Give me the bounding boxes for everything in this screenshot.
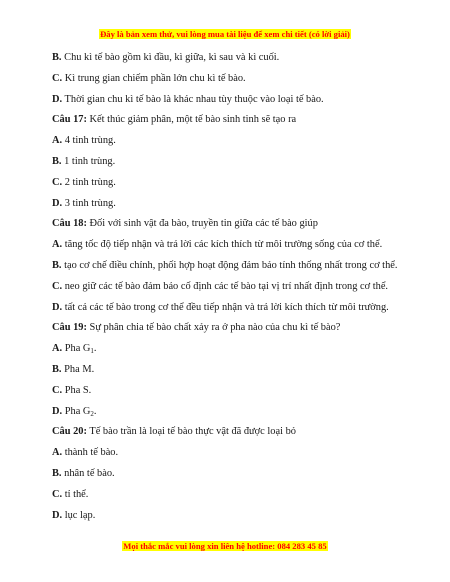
answer-option: [52, 488, 410, 509]
option-text: nhân tế bào.: [64, 467, 115, 479]
option-letter: B.: [52, 467, 62, 479]
option-letter: A.: [52, 135, 63, 147]
option-letter: C.: [52, 280, 63, 292]
option-text: tăng tốc độ tiếp nhận và trả lời các kích thích từ môi trường sống của cơ thể.: [64, 239, 383, 251]
option-letter: B.: [52, 52, 62, 63]
option-letter: D.: [52, 197, 63, 209]
option-text: Pha G: [64, 405, 91, 417]
answer-option: [52, 301, 410, 322]
option-letter: D.: [52, 509, 63, 521]
question-number: Câu 19:: [52, 322, 87, 334]
answer-option: [52, 467, 410, 488]
subscript: 2: [90, 409, 94, 418]
answer-option: [52, 155, 410, 176]
answer-option: [52, 363, 410, 384]
question-stem: [52, 425, 410, 446]
question-number: Câu 20:: [52, 426, 87, 438]
option-letter: C.: [52, 488, 63, 500]
question-number: Câu 17:: [52, 114, 87, 126]
option-text: Pha S.: [64, 384, 92, 396]
option-letter: A.: [52, 343, 63, 355]
option-letter: C.: [52, 384, 63, 396]
option-text: tất cả các tế bào trong cơ thể đều tiếp nhận và trả lời kích thích từ môi trường.: [64, 301, 389, 313]
question-text: Kết thúc giảm phân, một tế bào sinh tinh sẽ tạo ra: [89, 114, 297, 126]
answer-option: [52, 93, 410, 114]
answer-option: [52, 446, 410, 467]
question-stem: [52, 217, 410, 238]
option-letter: A.: [52, 447, 63, 459]
answer-option: [52, 72, 410, 93]
option-text: Kì trung gian chiếm phần lớn chu kì tế bào.: [64, 72, 246, 84]
preview-notice-banner: [0, 24, 450, 42]
option-text: Pha G: [64, 343, 91, 355]
option-text: thành tế bào.: [64, 447, 119, 459]
option-text: lục lạp.: [64, 509, 96, 521]
option-text: neo giữ các tế bào đảm bảo cố định các tế bào tại vị trí nhất định trong cơ thể.: [64, 280, 389, 292]
question-stem: [52, 113, 410, 134]
answer-option: [52, 342, 410, 363]
option-text: 4 tinh trùng.: [64, 135, 116, 147]
option-letter: A.: [52, 239, 63, 251]
answer-option: [52, 509, 410, 530]
option-text-end: .: [93, 343, 97, 355]
option-letter: B.: [52, 155, 62, 167]
option-text: tạo cơ chế điều chỉnh, phối hợp hoạt động đảm bảo tính thống nhất trong cơ thể.: [64, 259, 398, 271]
option-text-end: .: [93, 405, 97, 417]
hotline-footer-text: Mọi thắc mắc vui lòng xin liên hệ hotline: 084 283 45 85: [123, 541, 327, 551]
answer-option: [52, 134, 410, 155]
option-text: Thời gian chu kì tế bào là khác nhau tùy thuộc vào loại tế bào.: [64, 93, 324, 105]
answer-option: [52, 197, 410, 218]
option-text: Pha M.: [64, 363, 95, 375]
option-letter: D.: [52, 405, 63, 417]
preview-notice-text: Đây là bản xem thử, vui lòng mua tài liệu để xem chi tiết (có lời giải): [100, 29, 350, 39]
question-number: Câu 18:: [52, 218, 87, 230]
question-content: [52, 51, 410, 529]
question-text: Đối với sinh vật đa bào, truyền tin giữa các tế bào giúp: [89, 218, 318, 230]
option-text: 2 tinh trùng.: [64, 176, 116, 188]
option-letter: D.: [52, 93, 63, 105]
option-text: 3 tinh trùng.: [64, 197, 116, 209]
subscript: 1: [90, 347, 94, 356]
hotline-footer-banner: [0, 536, 450, 554]
option-letter: C.: [52, 72, 63, 84]
question-text: Tế bào trần là loại tế bào thực vật đã được loại bỏ: [89, 426, 296, 438]
answer-option: [52, 384, 410, 405]
answer-option: [52, 280, 410, 301]
question-stem: [52, 321, 410, 342]
option-letter: B.: [52, 363, 62, 375]
option-text: 1 tinh trùng.: [64, 155, 116, 167]
answer-option: [52, 238, 410, 259]
answer-option: [52, 51, 410, 72]
option-text: Chu kì tế bào gồm kì đầu, kì giữa, kì sau và kì cuối.: [64, 52, 280, 63]
answer-option: [52, 259, 410, 280]
answer-option: [52, 176, 410, 197]
option-text: tỉ thể.: [64, 488, 89, 500]
option-letter: C.: [52, 176, 63, 188]
option-letter: D.: [52, 301, 63, 313]
answer-option: [52, 405, 410, 426]
option-letter: B.: [52, 259, 62, 271]
question-text: Sự phân chia tế bào chất xảy ra ở pha nào của chu kì tế bào?: [89, 322, 341, 334]
